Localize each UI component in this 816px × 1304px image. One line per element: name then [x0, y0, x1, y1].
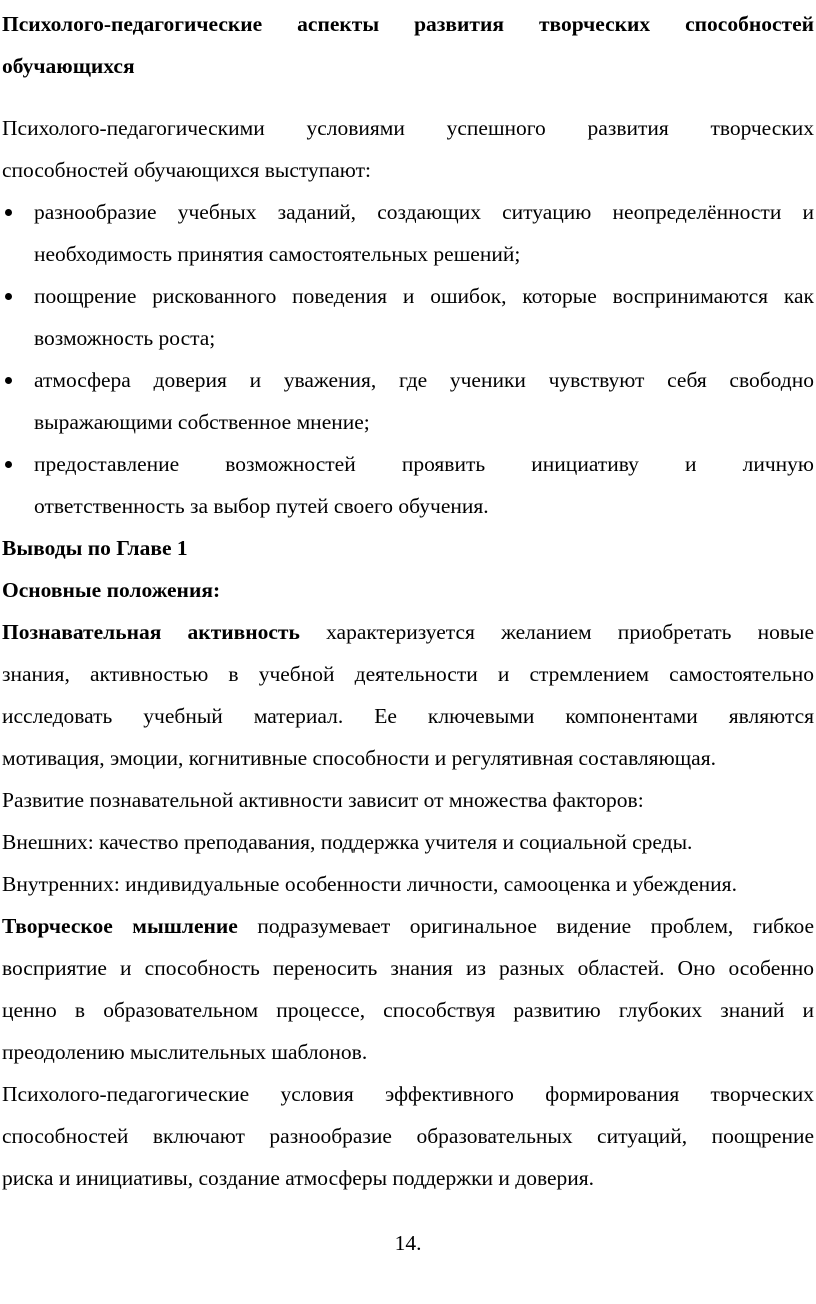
creative-term: Творческое мышление — [2, 914, 238, 938]
section-title — [2, 0, 814, 87]
bullet-icon — [5, 209, 12, 216]
list-item — [2, 275, 814, 359]
conditions-line-1: Психолого-педагогические условия эффективного формирования творческих — [2, 1082, 814, 1106]
conditions-paragraph — [2, 1073, 814, 1199]
creative-line-2: восприятие и способность переносить знания из разных областей. Оно особенно — [2, 956, 814, 980]
list-item — [2, 443, 814, 527]
creative-line-4: преодолению мыслительных шаблонов. — [2, 1040, 368, 1064]
spacer — [2, 87, 814, 107]
cognitive-line-4: мотивация, эмоции, когнитивные способности и регулятивная составляющая. — [2, 746, 716, 770]
creative-line-1 — [2, 905, 814, 947]
list-item-line-2: возможность роста; — [34, 326, 216, 350]
cognitive-line-1-rest: характеризуется желанием приобретать новые — [299, 620, 814, 644]
list-item-line-1: предоставление возможностей проявить инициативу и личную — [34, 452, 814, 476]
conditions-line-3: риска и инициативы, создание атмосферы поддержки и доверия. — [2, 1166, 595, 1190]
factors-intro: Развитие познавательной активности зависит от множества факторов: — [2, 788, 644, 812]
conclusions-heading: Выводы по Главе 1 — [2, 536, 188, 560]
list-item-line-2: ответственность за выбор путей своего обучения. — [34, 494, 489, 518]
list-item-line-2: необходимость принятия самостоятельных решений; — [34, 242, 521, 266]
intro-line-1: Психолого-педагогическими условиями успешного развития творческих — [2, 116, 814, 140]
conditions-list — [2, 191, 814, 527]
list-item-line-1: поощрение рискованного поведения и ошибок, которые воспринимаются как — [34, 284, 814, 308]
conditions-line-2: способностей включают разнообразие образовательных ситуаций, поощрение — [2, 1124, 814, 1148]
intro-line-2: способностей обучающихся выступают: — [2, 158, 371, 182]
list-item-line-1: разнообразие учебных заданий, создающих ситуацию неопределённости и — [34, 200, 814, 224]
list-item-line-1: атмосфера доверия и уважения, где ученики чувствуют себя свободно — [34, 368, 814, 392]
cognitive-term: Познавательная активность — [2, 620, 300, 644]
intro-paragraph — [2, 107, 814, 191]
main-points-heading: Основные положения: — [2, 578, 221, 602]
creative-line-3: ценно в образовательном процессе, способствуя развитию глубоких знаний и — [2, 998, 814, 1022]
cognitive-line-2: знания, активностью в учебной деятельности и стремлением самостоятельно — [2, 662, 814, 686]
title-line-2: обучающихся — [2, 54, 135, 78]
page-number: 14. — [394, 1231, 422, 1255]
body-text — [2, 107, 814, 1199]
cognitive-activity-paragraph — [2, 611, 814, 779]
cognitive-line-3: исследовать учебный материал. Ее ключевыми компонентами являются — [2, 704, 814, 728]
list-item — [2, 191, 814, 275]
external-factors: Внешних: качество преподавания, поддержка учителя и социальной среды. — [2, 830, 693, 854]
list-item — [2, 359, 814, 443]
bullet-icon — [5, 293, 12, 300]
internal-factors: Внутренних: индивидуальные особенности личности, самооценка и убеждения. — [2, 872, 737, 896]
bullet-icon — [5, 377, 12, 384]
cognitive-line-1 — [2, 611, 814, 653]
bullet-icon — [5, 461, 12, 468]
creative-line-1-rest: подразумевает оригинальное видение проблем, гибкое — [237, 914, 814, 938]
list-item-line-2: выражающими собственное мнение; — [34, 410, 370, 434]
creative-thinking-paragraph — [2, 905, 814, 1073]
title-line-1: Психолого-педагогические аспекты развития творческих способностей — [2, 12, 814, 36]
